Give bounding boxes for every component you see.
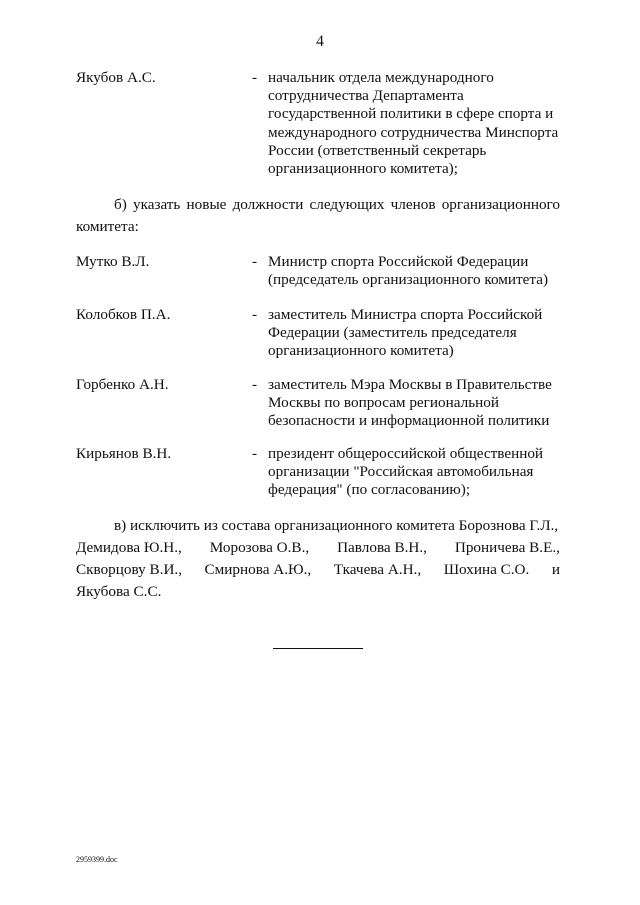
word: Павлова В.Н.,: [337, 539, 427, 556]
member-description: [268, 253, 568, 289]
description-line: федерация" (по согласованию);: [268, 481, 471, 499]
paragraph-v: [76, 515, 560, 603]
word: б): [114, 196, 127, 213]
dash: -: [252, 306, 258, 323]
member-name: Кирьянов В.Н.: [76, 445, 172, 462]
paragraph-line: [76, 537, 560, 559]
word: Смирнова А.Ю.,: [204, 561, 312, 578]
member-description: [268, 69, 568, 178]
description-line: организационного комитета): [268, 342, 454, 360]
description-line: безопасности и информационной политики: [268, 412, 550, 430]
word: новые: [186, 196, 227, 213]
description-line: начальник отдела международного: [268, 69, 494, 86]
description-line: сотрудничества Департамента: [268, 87, 464, 105]
word: и: [551, 561, 560, 578]
paragraph-line: [76, 194, 560, 216]
page-number: 4: [316, 33, 324, 50]
word: Морозова О.В.,: [209, 539, 310, 556]
description-line: организационного комитета);: [268, 160, 458, 178]
word: Проничева В.Е.,: [454, 539, 560, 556]
description-line: международного сотрудничества Минспорта: [268, 123, 559, 141]
member-description: [268, 445, 568, 500]
word: организационного: [441, 196, 560, 213]
paragraph-line: комитета:: [76, 218, 139, 235]
footer-file-name: 2959399.doc: [76, 855, 118, 864]
member-name: Колобков П.А.: [76, 306, 171, 323]
paragraph-line: Якубова С.С.: [76, 583, 162, 600]
member-name: Горбенко А.Н.: [76, 376, 169, 393]
word: Демидова Ю.Н.,: [76, 539, 182, 556]
member-description: [268, 376, 568, 431]
paragraph-line: [76, 559, 560, 581]
word: членов: [390, 196, 436, 213]
word: Скворцову В.И.,: [76, 561, 183, 578]
member-name: Мутко В.Л.: [76, 253, 150, 270]
dash: -: [252, 445, 258, 462]
description-line: Москвы по вопросам региональной: [268, 394, 499, 412]
dash: -: [252, 376, 258, 393]
description-line: Федерации (заместитель председателя: [268, 324, 517, 342]
description-line: государственной политики в сфере спорта и: [268, 105, 554, 123]
dash: -: [252, 253, 258, 270]
word: указать: [132, 196, 181, 213]
description-line: президент общероссийской общественной: [268, 445, 544, 462]
word: Ткачева А.Н.,: [333, 561, 422, 578]
member-description: [268, 306, 568, 361]
word: должности: [232, 196, 304, 213]
member-name: Якубов А.С.: [76, 69, 156, 86]
dash: -: [252, 69, 258, 86]
separator-line: [273, 648, 363, 649]
description-line: организации "Российская автомобильная: [268, 463, 534, 481]
paragraph-line: в) исключить из состава организационного комитета Борознова Г.Л.,: [114, 517, 559, 534]
description-line: (председатель организационного комитета): [268, 271, 549, 289]
word: следующих: [309, 196, 385, 213]
description-line: заместитель Мэра Москвы в Правительстве: [268, 376, 552, 393]
paragraph-b: [76, 194, 560, 238]
word: Шохина С.О.: [443, 561, 530, 578]
description-line: Министр спорта Российской Федерации: [268, 253, 529, 270]
description-line: заместитель Министра спорта Российской: [268, 306, 543, 323]
description-line: России (ответственный секретарь: [268, 141, 487, 159]
